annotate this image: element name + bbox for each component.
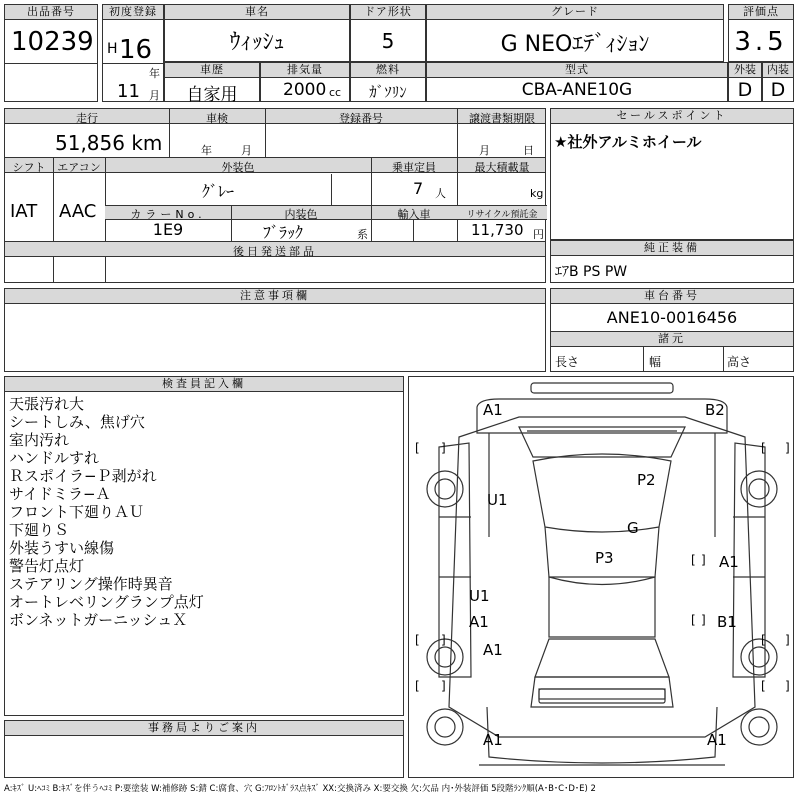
damage-mark: A1 xyxy=(707,731,727,749)
score: 3.5 xyxy=(734,27,788,57)
damage-mark: U1 xyxy=(469,587,490,605)
lot-no: 10239 xyxy=(11,27,94,57)
inspector-note-line: オートレベリングランプ点灯 xyxy=(9,593,204,611)
grade: G NEOｴﾃﾞｨｼｮﾝ xyxy=(500,32,650,57)
color-no-label: カラーNo. xyxy=(130,208,206,221)
bracket-mark: [ xyxy=(415,441,420,455)
inspector-note-line: 天張汚れ大 xyxy=(9,395,85,413)
bracket-mark: [ xyxy=(691,613,696,627)
ext-grade: D xyxy=(737,79,753,101)
shift: IAT xyxy=(10,201,38,222)
bracket-mark: [ xyxy=(761,441,766,455)
transfer-month: 月 xyxy=(479,144,490,157)
model-label: 型式 xyxy=(427,63,727,78)
color-no: 1E9 xyxy=(152,220,184,239)
transfer-label: 譲渡書類期限 xyxy=(469,112,535,125)
inspector-note-line: 下廻りＳ xyxy=(9,521,70,539)
inspector-note-line: 警告灯点灯 xyxy=(9,557,85,575)
fuel-label: 燃料 xyxy=(351,63,425,78)
capacity-unit: 人 xyxy=(435,187,446,200)
damage-mark: G xyxy=(627,519,639,537)
sales-point-panel xyxy=(550,108,794,240)
interior-color: ﾌﾞﾗｯｸ xyxy=(263,223,304,242)
recycle: 11,730 xyxy=(471,221,524,239)
displacement: 2000 xyxy=(283,80,327,100)
car-name-label: 車名 xyxy=(165,5,349,20)
reg-year-unit: 年 xyxy=(149,67,160,80)
sales-point-label: セールスポイント xyxy=(551,109,793,124)
first-reg-label: 初度登録 xyxy=(103,5,163,20)
grade-label: グレード xyxy=(427,5,723,20)
office-panel xyxy=(4,720,404,778)
inspector-note-line: ステアリング操作時異音 xyxy=(9,575,173,593)
int-grade-cell xyxy=(762,62,794,102)
interior-color-label: 内装色 xyxy=(284,208,318,221)
recycle-label: リサイクル預託金 xyxy=(466,210,538,220)
car-name-cell xyxy=(164,4,350,62)
spec-label: 諸元 xyxy=(551,332,793,347)
car-outline xyxy=(409,377,795,779)
inspector-note-line: ボンネットガーニッシュＸ xyxy=(9,611,188,629)
transfer-day: 日 xyxy=(523,144,534,157)
displacement-cell xyxy=(260,62,350,102)
import-label: 輸入車 xyxy=(397,208,431,221)
inspector-note-line: 室内汚れ xyxy=(9,431,70,449)
inspector-note-line: 外装うすい線傷 xyxy=(9,539,115,557)
chassis-number: ANE10-0016456 xyxy=(606,308,738,327)
displacement-unit: cc xyxy=(329,86,342,99)
later-parts-label: 後日発送部品 xyxy=(233,245,317,258)
reg-month-unit: 月 xyxy=(149,89,160,102)
bracket-mark: [ xyxy=(691,553,696,567)
inspector-note-line: Ｒスポイラ−Ｐ剥がれ xyxy=(9,467,157,485)
equipment-label: 純正装備 xyxy=(551,241,793,256)
bracket-mark: [ xyxy=(415,633,420,647)
interior-color-unit: 系 xyxy=(357,228,368,241)
inspector-note-line: サイドミラ−Ａ xyxy=(9,485,111,503)
damage-mark: B2 xyxy=(705,401,725,419)
reg-year: 16 xyxy=(119,35,153,65)
equipment-text: ｴｱB PS PW xyxy=(555,264,628,280)
bracket-mark: [ xyxy=(415,679,420,693)
history-label: 車歴 xyxy=(165,63,259,78)
spec-width: 幅 xyxy=(649,355,662,369)
capacity: 7 xyxy=(413,179,424,198)
reg-month: 11 xyxy=(117,81,140,102)
bracket-mark: ] xyxy=(441,679,446,693)
model-cell xyxy=(426,62,728,102)
notes-panel xyxy=(4,288,546,372)
fuel-cell xyxy=(350,62,426,102)
door-label: ドア形状 xyxy=(351,5,425,20)
office-label: 事務局よりご案内 xyxy=(5,721,403,736)
int-label: 内装 xyxy=(763,63,793,78)
damage-mark: P3 xyxy=(595,549,614,567)
equipment-panel xyxy=(550,240,794,283)
shift-label: シフト xyxy=(12,161,46,174)
chassis-panel xyxy=(550,288,794,372)
inspector-label: 検査員記入欄 xyxy=(5,377,403,392)
score-cell xyxy=(728,4,794,62)
damage-mark: B1 xyxy=(717,613,737,631)
load-unit: kg xyxy=(530,187,544,200)
damage-mark: P2 xyxy=(637,471,656,489)
model: CBA-ANE10G xyxy=(521,80,633,100)
lot-no-label: 出品番号 xyxy=(5,5,97,20)
displacement-label: 排気量 xyxy=(261,63,349,78)
legend: A:ｷｽﾞ U:ﾍｺﾐ B:ｷｽﾞを伴うﾍｺﾐ P:要塗装 W:補修跡 S:錆 C:腐食、穴 G:ﾌﾛﾝﾄｶﾞﾗｽ点ｷｽﾞ XX:交換済み X:要交換 欠:欠品 内･外装評価 5段階ﾗﾝｸ順(A･B･C･D･E) 2 xyxy=(4,784,596,794)
history-cell xyxy=(164,62,260,105)
lot-no-cell xyxy=(4,4,98,102)
ac: AAC xyxy=(59,201,97,222)
ext-label: 外装 xyxy=(729,63,761,78)
spec-height: 高さ xyxy=(727,355,752,369)
bracket-mark: ] xyxy=(701,553,706,567)
damage-mark: A1 xyxy=(483,641,503,659)
color-label: 外装色 xyxy=(221,161,255,174)
era: H xyxy=(107,41,118,57)
damage-mark: A1 xyxy=(469,613,489,631)
chassis-label: 車台番号 xyxy=(551,289,793,304)
load-label: 最大積載量 xyxy=(474,161,530,174)
bracket-mark: ] xyxy=(785,441,790,455)
bracket-mark: ] xyxy=(785,633,790,647)
history: 自家用 xyxy=(186,85,238,105)
inspection-year: 年 xyxy=(201,144,212,157)
damage-mark: A1 xyxy=(483,731,503,749)
notes-label: 注意事項欄 xyxy=(5,289,545,304)
door: 5 xyxy=(381,29,395,53)
inspector-note-line: ハンドルすれ xyxy=(9,449,100,467)
int-grade: D xyxy=(770,79,786,101)
car-name: ｳｨｯｼｭ xyxy=(229,30,285,55)
score-label: 評価点 xyxy=(729,5,793,20)
damage-mark: A1 xyxy=(719,553,739,571)
inspector-panel xyxy=(4,376,404,716)
bracket-mark: ] xyxy=(785,679,790,693)
mileage-label: 走行 xyxy=(76,112,98,125)
bracket-mark: ] xyxy=(701,613,706,627)
inspector-note-line: シートしみ、焦げ穴 xyxy=(9,413,145,431)
sales-point-text: ★社外アルミホイール xyxy=(554,133,702,151)
mileage: 51,856 km xyxy=(55,131,163,155)
details-table xyxy=(4,108,546,283)
color: ｸﾞﾚｰ xyxy=(201,182,234,201)
bracket-mark: [ xyxy=(761,633,766,647)
door-cell xyxy=(350,4,426,62)
spec-length: 長さ xyxy=(555,355,580,369)
inspector-note-line: フロント下廻りＡＵ xyxy=(9,503,145,521)
bracket-mark: ] xyxy=(441,633,446,647)
damage-mark: U1 xyxy=(487,491,508,509)
fuel: ｶﾞｿﾘﾝ xyxy=(369,83,407,101)
inspection-month: 月 xyxy=(241,144,252,157)
bracket-mark: ] xyxy=(441,441,446,455)
damage-diagram xyxy=(408,376,794,778)
inspection-label: 車検 xyxy=(206,112,228,125)
ext-grade-cell xyxy=(728,62,762,102)
inspector-notes-list xyxy=(9,395,204,629)
bracket-mark: [ xyxy=(761,679,766,693)
recycle-unit: 円 xyxy=(533,228,544,241)
reg-no-label: 登録番号 xyxy=(339,112,383,125)
damage-mark: A1 xyxy=(483,401,503,419)
ac-label: エアコン xyxy=(57,161,101,174)
grade-cell xyxy=(426,4,724,62)
capacity-label: 乗車定員 xyxy=(392,161,436,174)
first-reg-cell xyxy=(102,4,164,102)
